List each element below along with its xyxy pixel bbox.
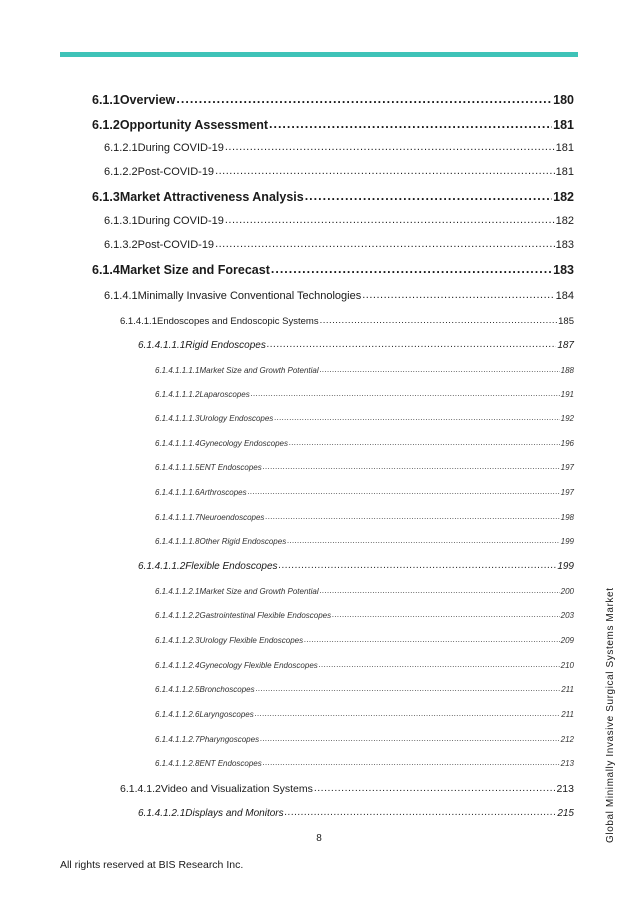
toc-number: 6.1.4.1.1.2.2 — [155, 611, 200, 620]
toc-title: Pharyngoscopes — [199, 735, 260, 744]
toc-page: 209 — [560, 636, 574, 645]
toc-number: 6.1.4.1 — [104, 290, 138, 302]
toc-page: 182 — [553, 190, 574, 204]
toc-title: Market Attractiveness Analysis — [119, 190, 304, 204]
toc-leader — [176, 92, 552, 106]
toc-page: 211 — [561, 710, 574, 719]
toc-title: Post-COVID-19 — [137, 166, 215, 178]
toc-leader — [287, 536, 559, 545]
toc-entry[interactable] — [155, 661, 574, 670]
toc-title: Neuroendoscopes — [199, 513, 265, 522]
toc-title: Urology Flexible Endoscopes — [199, 636, 304, 645]
toc-entry[interactable] — [120, 316, 574, 327]
toc-page: 180 — [553, 93, 574, 107]
toc-page: 192 — [560, 414, 574, 423]
toc-page: 211 — [561, 685, 574, 694]
toc-number: 6.1.3.2 — [104, 239, 138, 251]
toc-page: 203 — [560, 611, 574, 620]
toc-entry[interactable] — [138, 561, 574, 572]
toc-entry[interactable] — [104, 166, 574, 178]
toc-page: 199 — [557, 561, 574, 572]
toc-page: 181 — [553, 118, 574, 132]
toc-leader — [263, 462, 560, 471]
toc-leader — [255, 709, 560, 718]
toc-entry[interactable] — [155, 390, 574, 399]
toc-leader — [362, 289, 554, 301]
toc-leader — [274, 413, 559, 422]
toc-number: 6.1.3 — [92, 190, 120, 204]
toc-title: Minimally Invasive Conventional Technologies — [137, 290, 362, 302]
toc-page: 181 — [555, 142, 574, 154]
toc-page: 188 — [560, 366, 574, 375]
toc-leader — [267, 339, 556, 350]
toc-entry[interactable] — [155, 685, 574, 694]
toc-title: Laparoscopes — [199, 390, 250, 399]
toc-number: 6.1.4.1.1.2.5 — [155, 685, 200, 694]
toc-title: Market Size and Growth Potential — [199, 587, 319, 596]
toc-number: 6.1.4.1.1.1.2 — [155, 390, 200, 399]
toc-entry[interactable] — [155, 611, 574, 620]
toc-title: Gynecology Flexible Endoscopes — [199, 661, 318, 670]
toc-page: 210 — [560, 661, 574, 670]
toc-title: Gynecology Endoscopes — [199, 439, 288, 448]
toc-page: 198 — [560, 513, 574, 522]
toc-number: 6.1.4.1.1.2 — [138, 561, 186, 572]
toc-entry[interactable] — [155, 463, 574, 472]
toc-leader — [269, 117, 552, 131]
toc-number: 6.1.1 — [92, 93, 120, 107]
toc-page: 200 — [560, 587, 574, 596]
toc-entry[interactable] — [120, 783, 574, 795]
toc-number: 6.1.4.1.1.1.8 — [155, 537, 200, 546]
toc-number: 6.1.4.1.1.1.4 — [155, 439, 200, 448]
toc-entry[interactable] — [155, 636, 574, 645]
toc-number: 6.1.4.1.1.2.8 — [155, 759, 200, 768]
header-rule — [60, 52, 578, 57]
toc-entry[interactable] — [138, 340, 574, 351]
toc-title: Market Size and Growth Potential — [199, 366, 319, 375]
toc-entry[interactable] — [155, 513, 574, 522]
toc-leader — [225, 141, 555, 153]
toc-leader — [248, 487, 560, 496]
toc-title: Overview — [119, 93, 176, 107]
toc-title: Gastrointestinal Flexible Endoscopes — [199, 611, 332, 620]
toc-entry[interactable] — [92, 93, 574, 107]
toc-page: 197 — [560, 463, 574, 472]
toc-entry[interactable] — [155, 587, 574, 596]
toc-number: 6.1.4.1.1.2.7 — [155, 735, 200, 744]
toc-title: ENT Endoscopes — [199, 463, 262, 472]
toc-page: 215 — [557, 808, 574, 819]
toc-entry[interactable] — [138, 808, 574, 819]
toc-leader — [279, 560, 557, 571]
toc-leader — [256, 684, 561, 693]
toc-title: Bronchoscopes — [199, 685, 255, 694]
toc-number: 6.1.4.1.1 — [120, 316, 157, 327]
toc-page: 184 — [555, 290, 574, 302]
toc-number: 6.1.2 — [92, 118, 120, 132]
toc-title: During COVID-19 — [137, 215, 224, 227]
toc-title: ENT Endoscopes — [199, 759, 262, 768]
toc-page: 212 — [560, 735, 574, 744]
toc-title: Rigid Endoscopes — [185, 340, 266, 351]
toc-leader — [320, 365, 560, 374]
toc-number: 6.1.4.1.2.1 — [138, 808, 186, 819]
toc-entry[interactable] — [155, 735, 574, 744]
toc-leader — [271, 262, 552, 276]
toc-number: 6.1.4.1.1.2.4 — [155, 661, 200, 670]
toc-number: 6.1.2.1 — [104, 142, 138, 154]
toc-title: Opportunity Assessment — [119, 118, 268, 132]
toc-number: 6.1.4.1.1.2.6 — [155, 710, 200, 719]
toc-number: 6.1.3.1 — [104, 215, 138, 227]
toc-number: 6.1.4.1.2 — [120, 783, 161, 795]
toc-page: 182 — [555, 215, 574, 227]
toc-number: 6.1.4.1.1.2.1 — [155, 587, 200, 596]
toc-page: 213 — [560, 759, 574, 768]
toc-title: Post-COVID-19 — [137, 239, 215, 251]
toc-number: 6.1.4.1.1.1.3 — [155, 414, 200, 423]
toc-title: Other Rigid Endoscopes — [199, 537, 287, 546]
toc-entry[interactable] — [104, 290, 574, 302]
toc-leader — [289, 438, 560, 447]
toc-title: Laryngoscopes — [199, 710, 254, 719]
toc-page: 213 — [556, 783, 574, 795]
toc-page: 199 — [560, 537, 574, 546]
toc-entry[interactable] — [155, 710, 574, 719]
toc-number: 6.1.4.1.1.1.5 — [155, 463, 200, 472]
toc-leader — [320, 315, 558, 326]
toc-title: During COVID-19 — [137, 142, 224, 154]
toc-page: 191 — [560, 390, 574, 399]
toc-leader — [285, 807, 557, 818]
page-number: 8 — [316, 833, 322, 844]
toc-entry[interactable] — [92, 190, 574, 204]
toc-entry[interactable] — [155, 366, 574, 375]
toc-entry[interactable] — [104, 239, 574, 251]
toc-entry[interactable] — [92, 263, 574, 277]
toc-page: 183 — [553, 263, 574, 277]
toc-number: 6.1.2.2 — [104, 166, 138, 178]
toc-entry[interactable] — [104, 215, 574, 227]
toc-title: Displays and Monitors — [185, 808, 284, 819]
toc-title: Flexible Endoscopes — [185, 561, 278, 572]
toc-entry[interactable] — [155, 439, 574, 448]
toc-leader — [215, 165, 555, 177]
toc-leader — [320, 586, 560, 595]
toc-page: 197 — [560, 488, 574, 497]
toc-entry[interactable] — [92, 118, 574, 132]
toc-entry[interactable] — [155, 759, 574, 768]
toc-title: Urology Endoscopes — [199, 414, 274, 423]
toc-number: 6.1.4.1.1.1.6 — [155, 488, 200, 497]
toc-leader — [304, 635, 560, 644]
side-report-title: Global Minimally Invasive Surgical Systems Market — [605, 587, 616, 843]
toc-title: Arthroscopes — [199, 488, 247, 497]
toc-title: Endoscopes and Endoscopic Systems — [156, 316, 319, 327]
toc-title: Market Size and Forecast — [119, 263, 270, 277]
toc-number: 6.1.4.1.1.1.1 — [155, 366, 200, 375]
toc-leader — [263, 758, 560, 767]
toc-leader — [260, 734, 560, 743]
toc-page: 183 — [555, 239, 574, 251]
toc-leader — [215, 238, 555, 250]
toc-leader — [332, 610, 560, 619]
toc-entry[interactable] — [155, 488, 574, 497]
toc-leader — [319, 660, 560, 669]
toc-page: 181 — [555, 166, 574, 178]
toc-leader — [225, 214, 555, 226]
toc-number: 6.1.4.1.1.1 — [138, 340, 186, 351]
toc-page: 196 — [560, 439, 574, 448]
toc-page: 187 — [557, 340, 574, 351]
toc-number: 6.1.4 — [92, 263, 120, 277]
toc-leader — [305, 189, 552, 203]
toc-entry[interactable] — [155, 414, 574, 423]
toc-number: 6.1.4.1.1.2.3 — [155, 636, 200, 645]
toc-leader — [314, 782, 556, 794]
toc-leader — [265, 512, 559, 521]
toc-page: 185 — [558, 316, 574, 327]
toc-entry[interactable] — [155, 537, 574, 546]
toc-number: 6.1.4.1.1.1.7 — [155, 513, 200, 522]
footer-copyright: All rights reserved at BIS Research Inc. — [60, 859, 244, 871]
toc-entry[interactable] — [104, 142, 574, 154]
toc-leader — [251, 389, 560, 398]
toc-title: Video and Visualization Systems — [160, 783, 313, 795]
